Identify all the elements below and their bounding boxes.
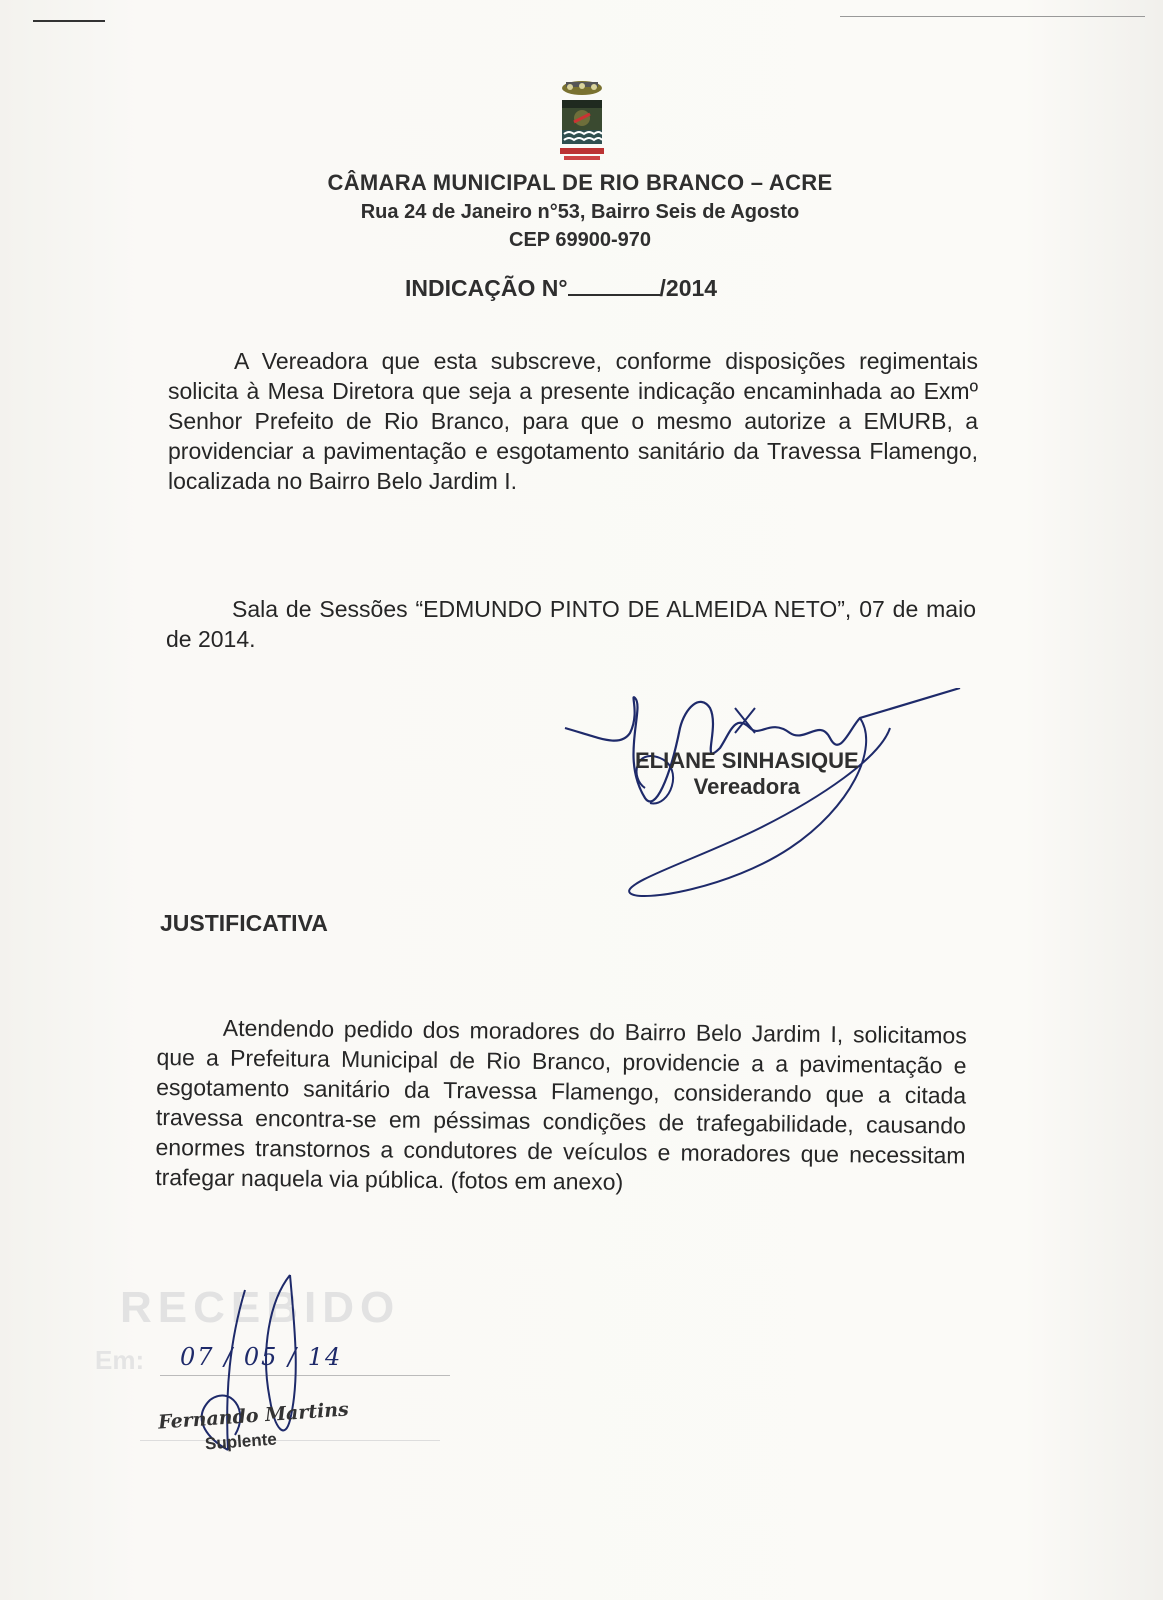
institution-cep: CEP 69900-970 <box>509 229 651 251</box>
signer-name: ELIANE SINHASIQUE <box>635 748 859 773</box>
session-paragraph: Sala de Sessões “EDMUNDO PINTO DE ALMEIDA NETO”, 07 de maio de 2014. <box>166 596 976 652</box>
justificativa-heading: JUSTIFICATIVA <box>160 910 328 936</box>
institution-name: CÂMARA MUNICIPAL DE RIO BRANCO – ACRE <box>327 170 833 195</box>
institution-address: Rua 24 de Janeiro n°53, Bairro Seis de Agosto <box>360 201 800 223</box>
city-coat-of-arms-icon <box>556 78 608 170</box>
received-stamp-date-label: Em: <box>95 1345 145 1375</box>
letterhead <box>260 168 900 254</box>
received-date: 07 / 05 / 14 <box>180 1343 343 1371</box>
signature-block <box>635 748 859 800</box>
scan-mark <box>840 16 1145 17</box>
receiver-role: Suplente <box>204 1429 278 1454</box>
receiver-name: Fernando Martins <box>157 1398 350 1434</box>
scan-mark <box>33 20 105 22</box>
indicacao-prefix: INDICAÇÃO N° <box>405 275 568 301</box>
justificativa-paragraph: Atendendo pedido dos moradores do Bairro Belo Jardim I, solicitamos que a Prefeitura Municipal de Rio Branco, providencie a a pavimentação e esgotamento sanitário da Travessa Flamengo, considerando que a citada travessa encontra-se em péssimas condições de trafegabilidade, causando enormes transtornos a condutores de veículos e moradores que necessitam trafegar naquela via pública. (fotos em anexo) <box>155 1014 967 1195</box>
handwritten-signature-icon <box>560 688 980 918</box>
document-title <box>405 274 717 302</box>
received-stamp-label: RECEBIDO <box>120 1283 401 1332</box>
signer-role: Vereadora <box>693 774 801 799</box>
indicacao-number-blank <box>568 274 660 296</box>
indicacao-year: /2014 <box>659 275 718 301</box>
request-paragraph: A Vereadora que esta subscreve, conforme disposições regimentais solicita à Mesa Diretora que seja a presente indicação encaminhada ao Exmº Senhor Prefeito de Rio Branco, para que o mesmo autorize a EMURB, a providenciar a pavimentação e esgotamento sanitário da Travessa Flamengo, localizada no Bairro Belo Jardim I. <box>168 348 978 494</box>
